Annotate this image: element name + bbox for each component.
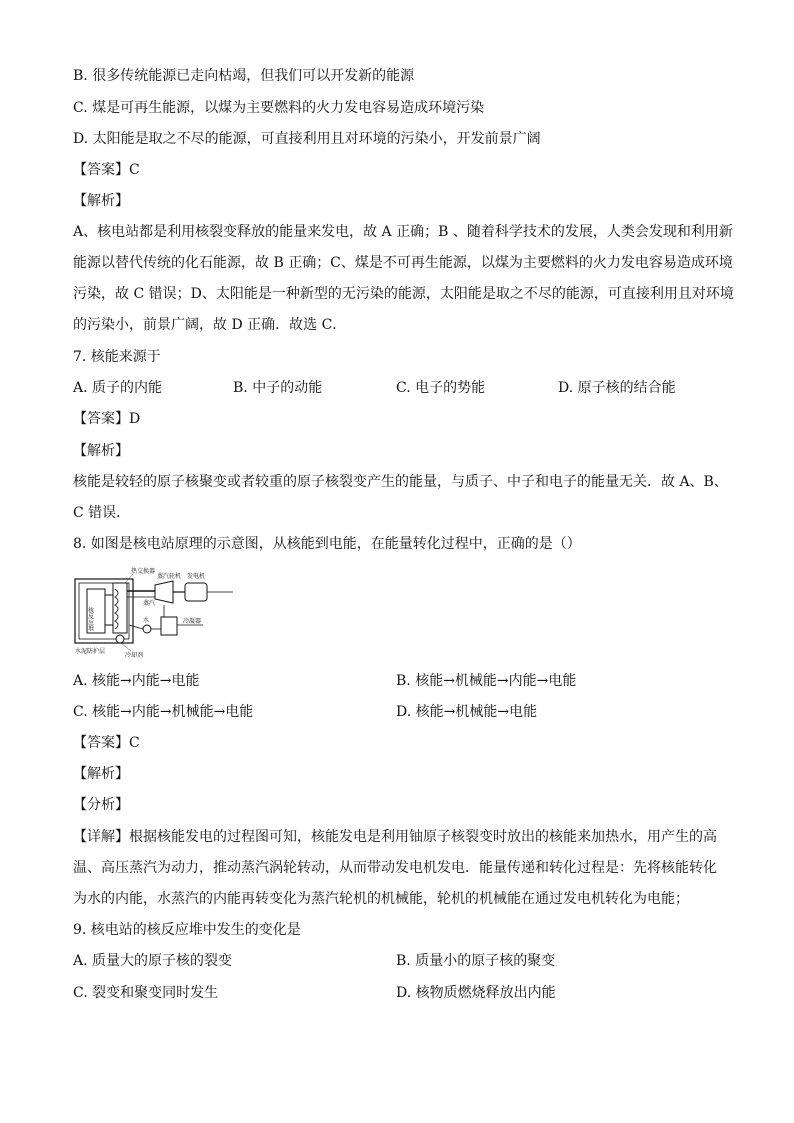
q8-analysis-label: 【解析】: [73, 766, 129, 782]
q6-analysis-line-3: 污染，故 C 错误；D、太阳能是一种新型的无污染的能源，太阳能是取之不尽的能源，可直接利用且对环境: [73, 286, 734, 302]
q6-analysis-line-1: A、核电站都是利用核裂变释放的能量来发电，故 A 正确；B 、随着科学技术的发展，人类会发现和利用新: [73, 224, 733, 240]
q7-option-b: B. 中子的动能: [233, 380, 323, 396]
q8-stem: 8. 如图是核电站原理的示意图，从核能到电能，在能量转化过程中，正确的是（）: [73, 536, 581, 552]
q8-option-b: B. 核能→机械能→内能→电能: [396, 673, 577, 689]
q7-analysis-line-2: C 错误．: [73, 505, 131, 521]
label-shield: 水泥防护层: [75, 648, 106, 655]
q6-analysis-line-4: 的污染小，前景广阔，故 D 正确．故选 C．: [73, 317, 347, 333]
label-coolant: 冷却剂: [125, 652, 144, 659]
q8-option-a: A. 核能→内能→电能: [73, 673, 200, 689]
q9-option-b: B. 质量小的原子核的聚变: [396, 953, 556, 969]
q7-option-c: C. 电子的势能: [396, 380, 486, 396]
q9-option-d: D. 核物质燃烧释放出内能: [396, 985, 556, 1001]
q7-analysis-line-1: 核能是较轻的原子核聚变或者较重的原子核裂变产生的能量，与质子、中子和电子的能量无关．故 A、B、: [73, 474, 728, 490]
q9-option-c: C. 裂变和聚变同时发生: [73, 985, 219, 1001]
pump-1: [116, 635, 124, 643]
q6-analysis-line-2: 能源以替代传统的化石能源，故 B 正确；C、煤是不可再生能源，以煤为主要燃料的火力发电容易造成环境: [73, 255, 733, 271]
label-turbine: 蒸汽轮机: [157, 573, 182, 580]
q7-analysis-label: 【解析】: [73, 443, 129, 459]
q8-detail-line-1: 【详解】根据核能发电的过程图可知，核能发电是利用铀原子核裂变时放出的核能来加热水，用产生的高: [73, 829, 717, 845]
q7-option-a: A. 质子的内能: [73, 380, 163, 396]
q7-stem: 7. 核能来源于: [73, 349, 161, 365]
q6-analysis-label: 【解析】: [73, 193, 129, 209]
q7-option-d: D. 原子核的结合能: [558, 380, 676, 396]
q8-detail-line-3: 为水的内能，水蒸汽的内能再转变化为蒸汽轮机的机械能，轮机的机械能在通过发电机转化为电能；: [73, 891, 689, 907]
q6-option-d: D. 太阳能是取之不尽的能源，可直接利用且对环境的污染小，开发前景广阔: [73, 131, 541, 147]
nuclear-plant-diagram: [73, 567, 235, 661]
label-heat-exchanger: 热交换器: [131, 568, 156, 575]
q8-answer: 【答案】C: [73, 735, 140, 751]
q8-detail-line-2: 温、高压蒸汽为动力，推动蒸汽涡轮转动，从而带动发电机发电．能量传递和转化过程是：先将核能转化: [73, 860, 717, 876]
steam-turbine: [155, 581, 173, 603]
label-water: 水: [143, 617, 150, 624]
q6-answer: 【答案】C: [73, 162, 140, 178]
generator: [185, 583, 207, 601]
label-generator: 发电机: [187, 573, 206, 580]
heat-exchanger: [113, 583, 127, 633]
condenser: [161, 617, 177, 635]
label-steam: 蒸汽: [143, 600, 156, 607]
q8-option-d: D. 核能→机械能→电能: [396, 704, 538, 720]
q9-stem: 9. 核电站的核反应堆中发生的变化是: [73, 922, 301, 938]
label-condenser: 冷凝器: [183, 618, 202, 625]
reactor-label: 核反应堆: [86, 607, 94, 631]
q9-option-a: A. 质量大的原子核的裂变: [73, 953, 233, 969]
q8-option-c: C. 核能→内能→机械能→电能: [73, 704, 254, 720]
pump-2: [143, 625, 151, 633]
q7-answer: 【答案】D: [73, 411, 141, 427]
q8-fenxi-label: 【分析】: [73, 797, 129, 813]
q6-option-c: C. 煤是可再生能源，以煤为主要燃料的火力发电容易造成环境污染: [73, 100, 485, 116]
q6-option-b: B. 很多传统能源已走向枯竭，但我们可以开发新的能源: [73, 68, 415, 84]
